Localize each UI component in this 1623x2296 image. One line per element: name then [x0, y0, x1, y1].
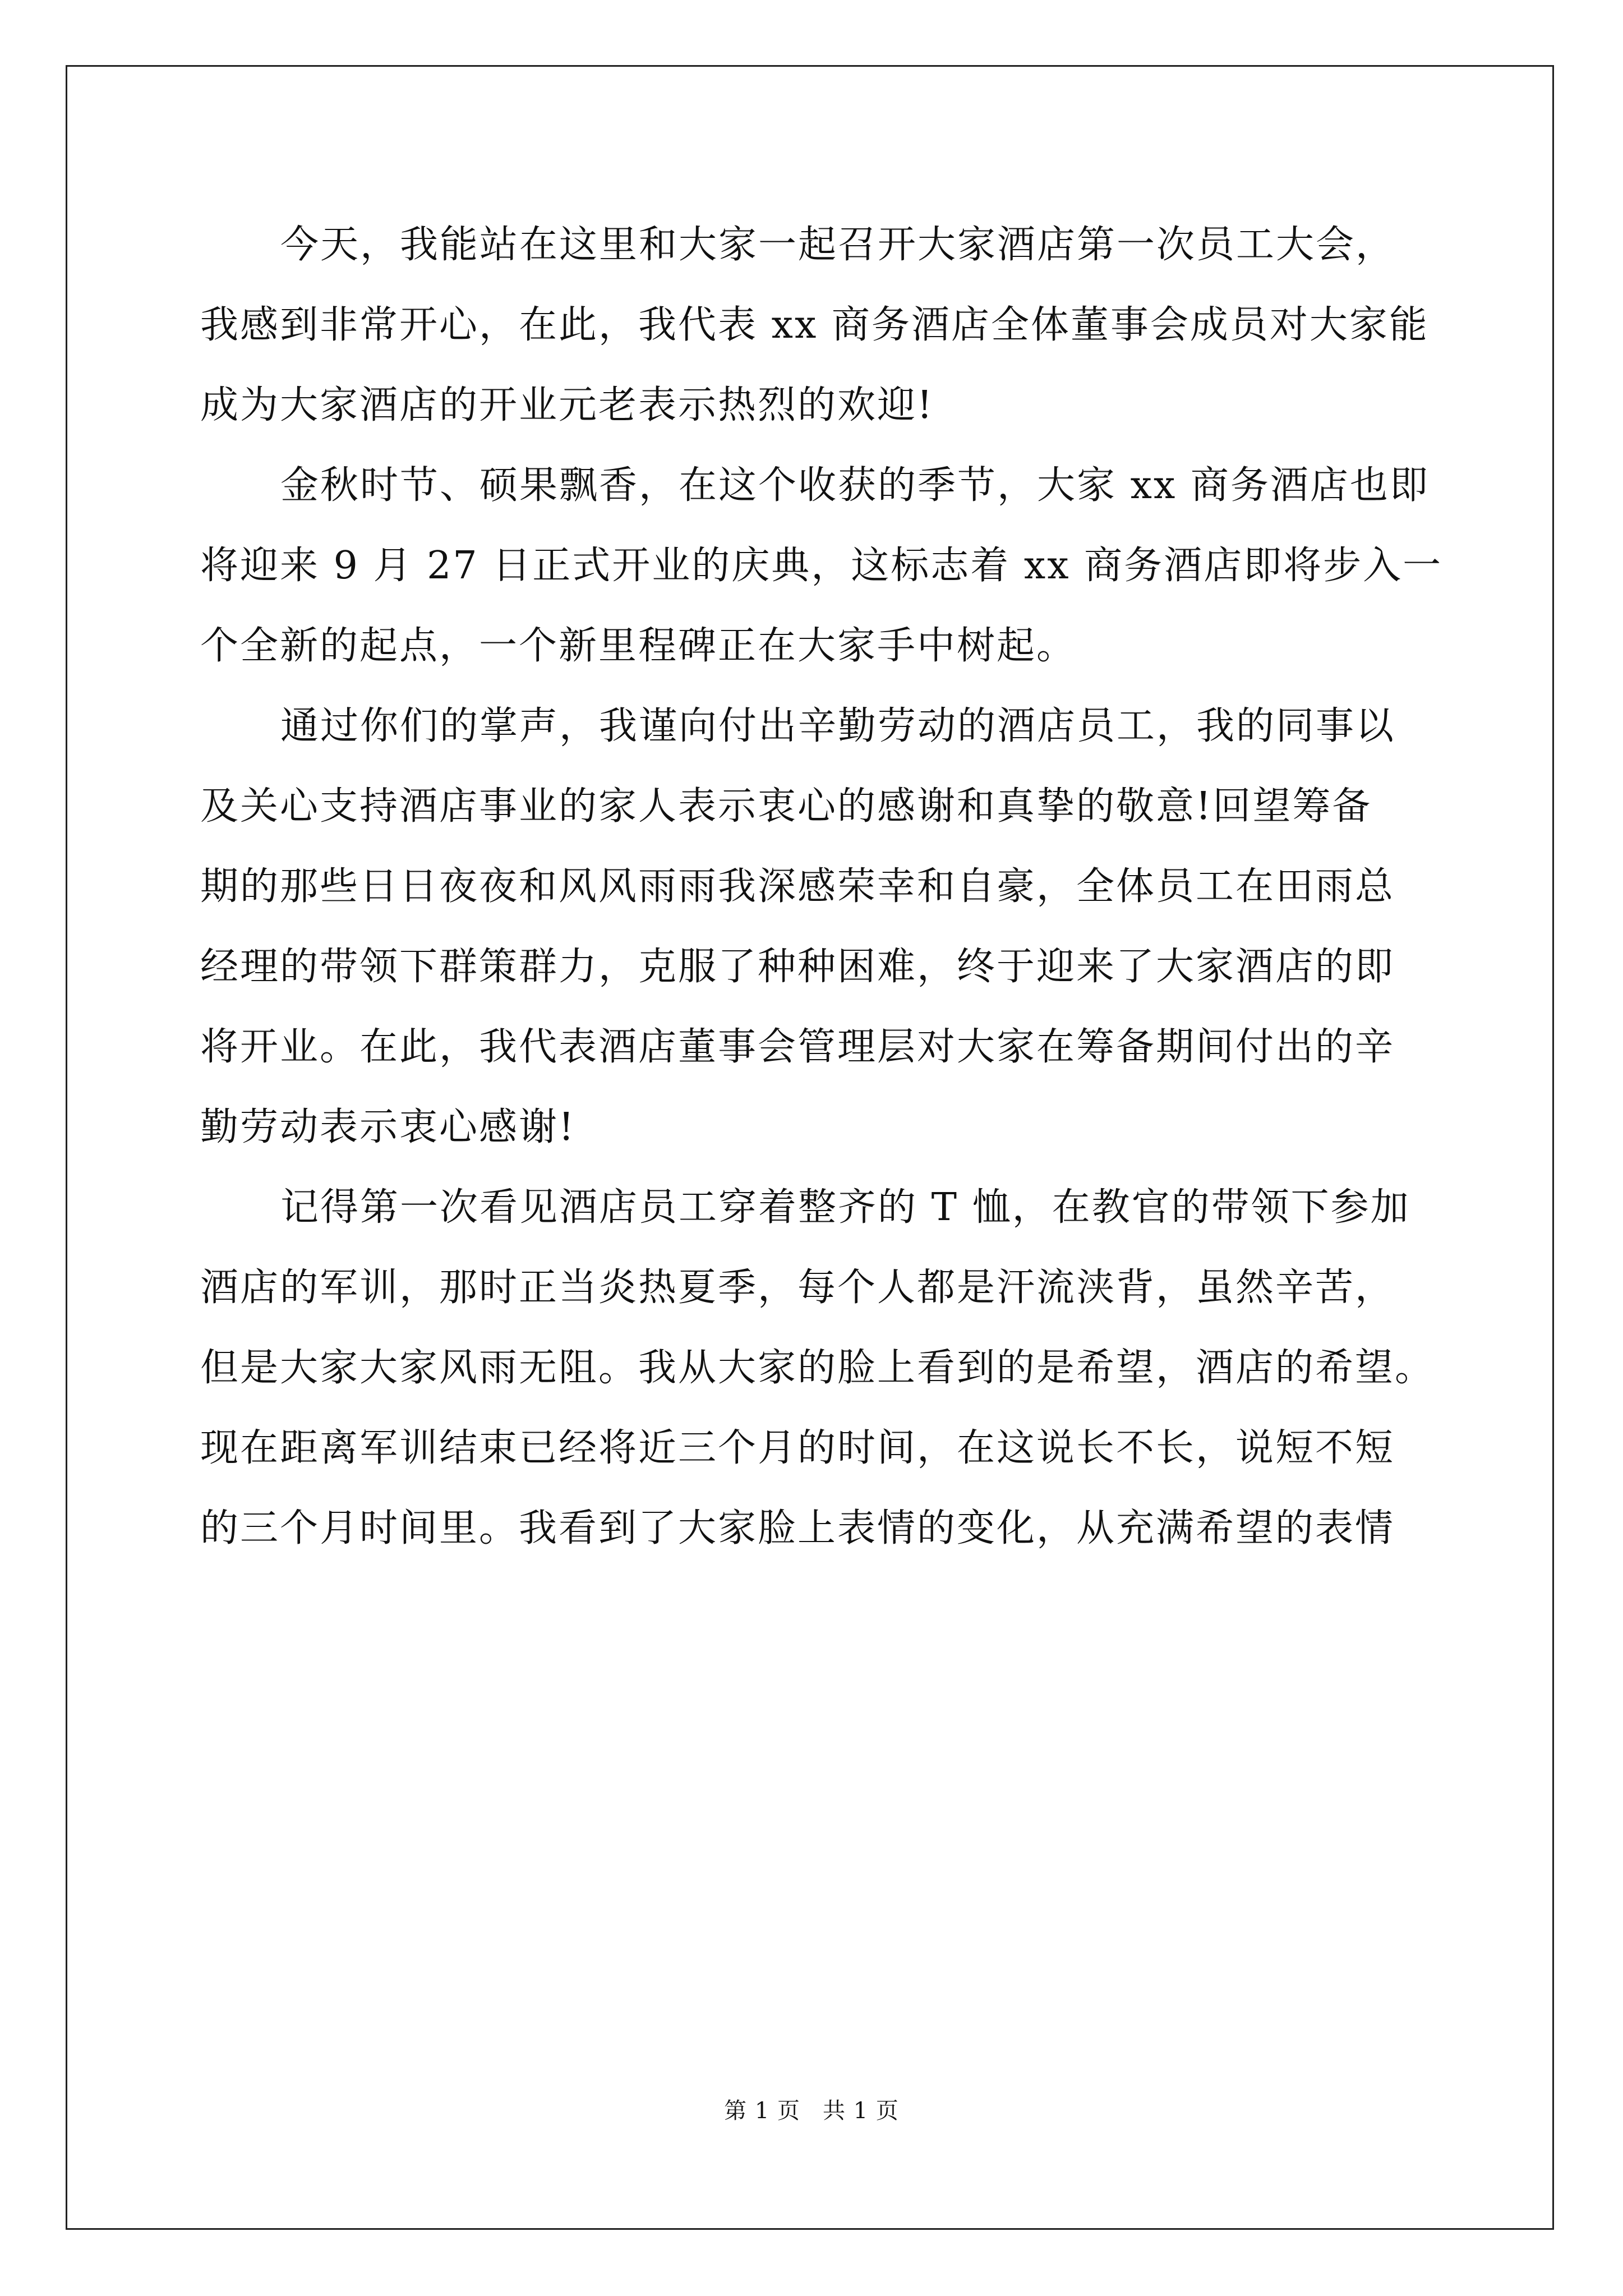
- text-line: 酒店的军训，那时正当炎热夏季，每个人都是汗流浃背，虽然辛苦，: [200, 1266, 1395, 1310]
- page-footer: [0, 2094, 1623, 2128]
- text-line: 期的那些日日夜夜和风风雨雨我深感荣幸和自豪，全体员工在田雨总: [200, 864, 1395, 909]
- text-line: 勤劳动表示衷心感谢!: [200, 1105, 576, 1149]
- text-line: 记得第一次看见酒店员工穿着整齐的 T 恤，在教官的带领下参加: [280, 1185, 1410, 1230]
- text-line: 及关心支持酒店事业的家人表示衷心的感谢和真挚的敬意!回望筹备: [200, 784, 1372, 829]
- text-line: 今天，我能站在这里和大家一起召开大家酒店第一次员工大会，: [280, 223, 1396, 267]
- document-body: [200, 205, 1443, 1568]
- text-line: 金秋时节、硕果飘香，在这个收获的季节，大家 xx 商务酒店也即: [280, 463, 1430, 508]
- text-line: 个全新的起点，一个新里程碑正在大家手中树起。: [200, 624, 1077, 668]
- page-number: 第 1 页: [724, 2098, 800, 2124]
- text-line: 现在距离军训结束已经将近三个月的时间，在这说长不长，说短不短: [200, 1426, 1395, 1470]
- text-line: 我感到非常开心，在此，我代表 xx 商务酒店全体董事会成员对大家能: [200, 303, 1429, 347]
- text-line: 将迎来 9 月 27 日正式开业的庆典，这标志着 xx 商务酒店即将步入一: [200, 544, 1443, 588]
- text-line: 经理的带领下群策群力，克服了种种困难，终于迎来了大家酒店的即: [200, 945, 1395, 989]
- text-line: 但是大家大家风雨无阻。我从大家的脸上看到的是希望，酒店的希望。: [200, 1346, 1435, 1390]
- page-total: 共 1 页: [823, 2098, 899, 2124]
- text-line: 的三个月时间里。我看到了大家脸上表情的变化，从充满希望的表情: [200, 1506, 1395, 1550]
- text-line: 通过你们的掌声，我谨向付出辛勤劳动的酒店员工，我的同事以: [280, 704, 1396, 748]
- text-line: 将开业。在此，我代表酒店董事会管理层对大家在筹备期间付出的辛: [200, 1025, 1395, 1069]
- text-line: 成为大家酒店的开业元老表示热烈的欢迎!: [200, 383, 934, 427]
